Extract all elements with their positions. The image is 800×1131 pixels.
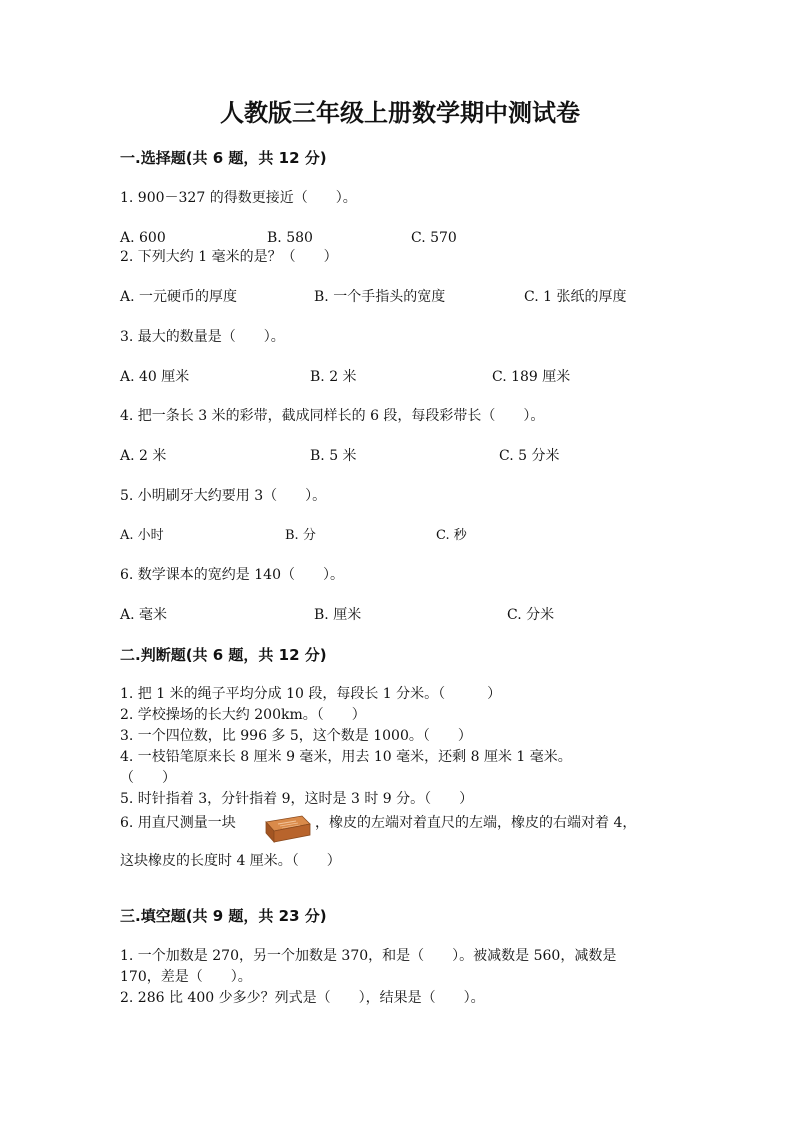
choice-q5-option-b: B. 分 xyxy=(285,528,316,543)
choice-q1-option-a: A. 600 xyxy=(120,230,166,246)
choice-q2: 2. 下列大约 1 毫米的是？（ ） xyxy=(120,249,338,265)
page-title: 人教版三年级上册数学期中测试卷 xyxy=(220,99,580,127)
choice-q5-option-a: A. 小时 xyxy=(120,528,164,543)
judge-q6-start: 6. 用直尺测量一块 xyxy=(120,815,236,831)
choice-q4-option-b: B. 5 米 xyxy=(310,448,357,464)
choice-q4: 4. 把一条长 3 米的彩带，截成同样长的 6 段，每段彩带长（ ）。 xyxy=(120,408,545,424)
choice-q2-option-c: C. 1 张纸的厚度 xyxy=(524,289,627,305)
choice-q1: 1. 900－327 的得数更接近（ ）。 xyxy=(120,190,357,206)
choice-q6-option-c: C. 分米 xyxy=(507,607,555,623)
choice-q6-option-b: B. 厘米 xyxy=(314,607,362,623)
judge-q6-middle: ，橡皮的左端对着直尺的左端，橡皮的右端对着 4， xyxy=(315,815,637,831)
section-heading-judge: 二.判断题(共 6 题，共 12 分) xyxy=(120,646,327,664)
judge-q2: 2. 学校操场的长大约 200km。（ ） xyxy=(120,707,366,723)
eraser-image xyxy=(262,812,312,846)
choice-q5: 5. 小明刷牙大约要用 3（ ）。 xyxy=(120,488,327,504)
judge-q1: 1. 把 1 米的绳子平均分成 10 段，每段长 1 分米。（ ） xyxy=(120,686,502,702)
choice-q2-option-a: A. 一元硬币的厚度 xyxy=(120,289,238,305)
choice-q3-option-a: A. 40 厘米 xyxy=(120,369,190,385)
fill-q1-continued: 170，差是（ ）。 xyxy=(120,969,252,985)
choice-q4-option-c: C. 5 分米 xyxy=(499,448,560,464)
choice-q6: 6. 数学课本的宽约是 140（ ）。 xyxy=(120,567,344,583)
section-heading-fill: 三.填空题(共 9 题，共 23 分) xyxy=(120,907,327,925)
choice-q3: 3. 最大的数量是（ ）。 xyxy=(120,329,285,345)
choice-q2-option-b: B. 一个手指头的宽度 xyxy=(314,289,446,305)
fill-q2: 2. 286 比 400 少多少？列式是（ ），结果是（ ）。 xyxy=(120,990,485,1006)
choice-q5-option-c: C. 秒 xyxy=(436,528,467,543)
choice-q6-option-a: A. 毫米 xyxy=(120,607,168,623)
choice-q4-option-a: A. 2 米 xyxy=(120,448,167,464)
judge-q5: 5. 时针指着 3，分针指着 9，这时是 3 时 9 分。（ ） xyxy=(120,791,474,807)
choice-q1-option-c: C. 570 xyxy=(411,230,457,246)
fill-q1: 1. 一个加数是 270，另一个加数是 370，和是（ ）。被减数是 560，减数是 xyxy=(120,948,617,964)
choice-q3-option-c: C. 189 厘米 xyxy=(492,369,571,385)
judge-q4-blank: （ ） xyxy=(120,770,176,786)
judge-q6-end: 这块橡皮的长度时 4 厘米。（ ） xyxy=(120,853,341,869)
judge-q4: 4. 一枝铅笔原来长 8 厘米 9 毫米，用去 10 毫米，还剩 8 厘米 1 毫米。 xyxy=(120,749,572,765)
judge-q3: 3. 一个四位数，比 996 多 5，这个数是 1000。（ ） xyxy=(120,728,472,744)
choice-q1-option-b: B. 580 xyxy=(267,230,313,246)
choice-q3-option-b: B. 2 米 xyxy=(310,369,357,385)
section-heading-choice: 一.选择题(共 6 题，共 12 分) xyxy=(120,149,327,167)
